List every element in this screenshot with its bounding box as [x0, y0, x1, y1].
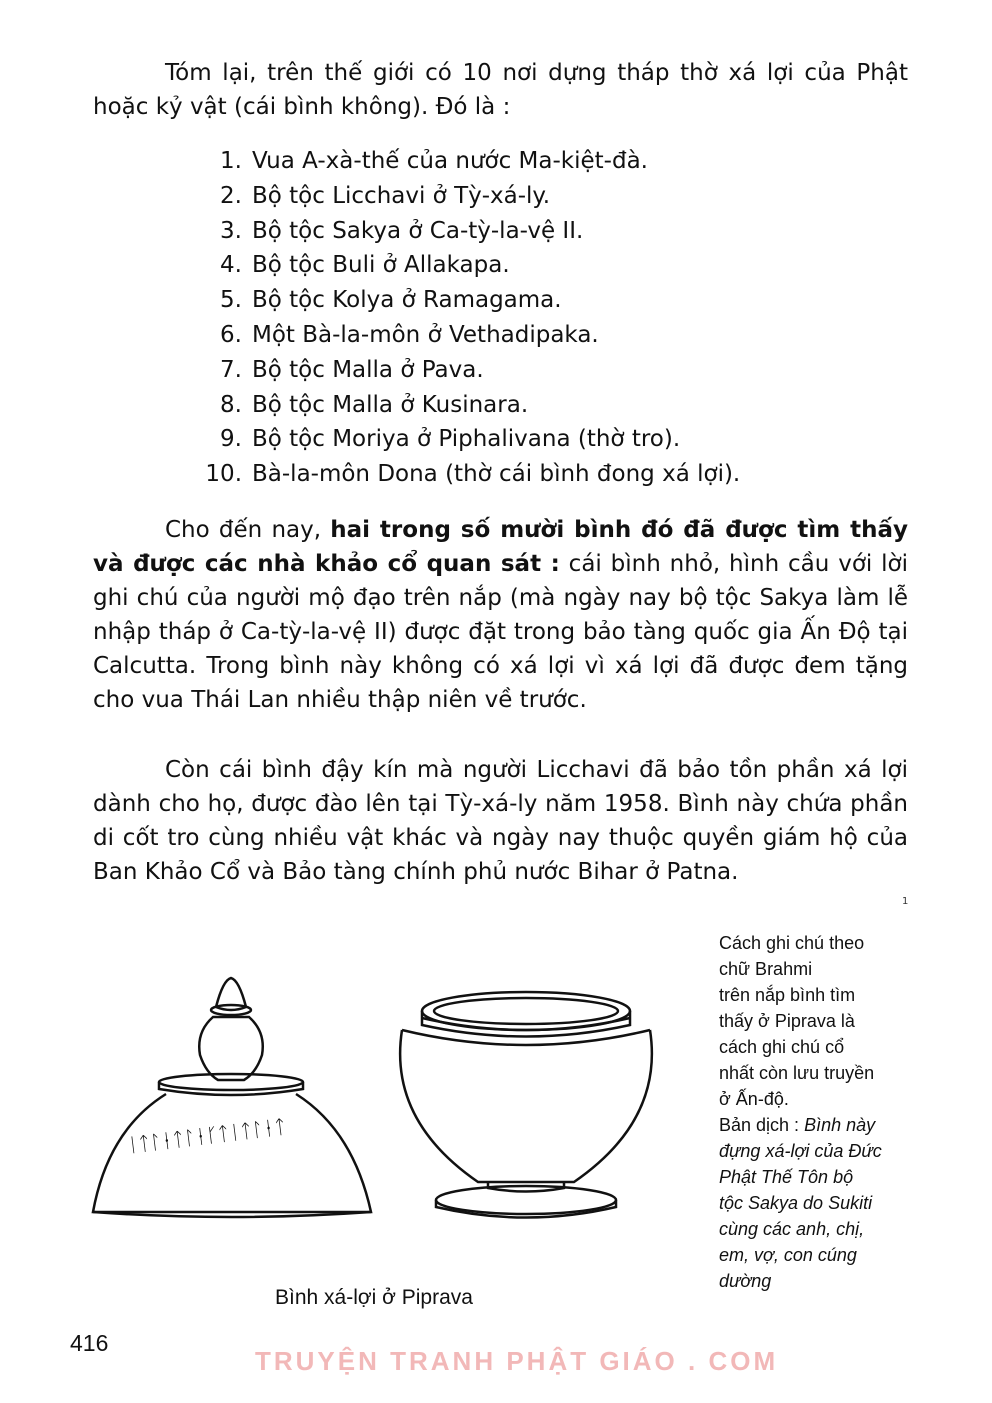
second-paragraph-lead: Cho đến nay,	[165, 517, 331, 543]
side-note-line: nhất còn lưu truyền	[719, 1063, 875, 1083]
list-item-number: 7.	[220, 356, 242, 383]
side-note-line: thấy ở Piprava là	[719, 1011, 855, 1031]
translation-line: dường	[719, 1271, 772, 1291]
side-note-line: trên nắp bình tìm	[719, 985, 856, 1005]
list-item	[190, 248, 890, 283]
side-note-line: ở Ấn-độ.	[719, 1089, 789, 1109]
list-item-text: Bộ tộc Buli ở Allakapa.	[252, 252, 510, 279]
translation-label: Bản dịch :	[719, 1115, 805, 1135]
brahmi-inscription: ᛁᛏᛚᚽᛏᛚᚽᚴᛏᛁᛏᛚᚽᛏ	[125, 1115, 288, 1157]
second-paragraph-rest: cái bình nhỏ, hình cầu với lời ghi chú của người mộ đạo trên nắp (mà ngày nay bộ tộc Sakya làm lễ nhập tháp ở Ca-tỳ-la-vệ II) được đặt trong bảo tàng quốc gia Ấn Độ tại Calcutta. Trong bình này không có xá lợi vì xá lợi đã được đem tặng cho vua Thái Lan nhiều thập niên về trước.	[93, 551, 908, 713]
list-item	[190, 422, 890, 457]
list-item-text: Vua A-xà-thế của nước Ma-kiệt-đà.	[252, 148, 648, 174]
intro-paragraph: Tóm lại, trên thế giới có 10 nơi dựng tháp thờ xá lợi của Phật hoặc kỷ vật (cái bình không). Đó là :	[93, 60, 908, 120]
list-item-number: 2.	[220, 182, 242, 209]
third-paragraph: Còn cái bình đậy kín mà người Licchavi đã bảo tồn phần xá lợi dành cho họ, được đào lên tại Tỳ-xá-ly năm 1958. Bình này chứa phần di cốt tro cùng nhiều vật khác và ngày nay thuộc quyền giám hộ của Ban Khảo Cổ và Bảo tàng chính phủ nước Bihar ở Patna.	[93, 757, 908, 885]
reliquary-jar-drawing	[93, 978, 371, 1217]
list-item	[190, 283, 890, 318]
reliquary-illustration	[88, 960, 708, 1250]
list-item-number: 8.	[220, 391, 242, 418]
list-item-number: 4.	[220, 252, 242, 279]
side-note	[719, 930, 919, 1294]
second-paragraph-bold: hai trong số mười bình đó đã được tìm thấy và được các nhà khảo cổ quan sát :	[93, 517, 908, 577]
list-item	[190, 318, 890, 353]
list-item-text: Bộ tộc Moriya ở Piphalivana (thờ tro).	[252, 426, 681, 453]
translation-line: Phật Thế Tôn bộ	[719, 1167, 854, 1187]
translation-line: tộc Sakya do Sukiti	[719, 1193, 873, 1213]
side-note-line: cách ghi chú cổ	[719, 1037, 845, 1057]
list-item	[190, 457, 890, 492]
translation-text: Bình này	[804, 1115, 876, 1135]
list-item-text: Bộ tộc Malla ở Pava.	[252, 356, 484, 383]
side-note-line: Cách ghi chú theo	[719, 933, 865, 953]
list-item-number: 1.	[220, 148, 242, 174]
list-item-number: 10.	[205, 461, 242, 488]
translation-first-line	[719, 1112, 919, 1138]
translation-line: em, vợ, con cúng	[719, 1245, 857, 1265]
page-number: 416	[70, 1330, 109, 1356]
side-note-line: chữ Brahmi	[719, 959, 813, 979]
footnote-tick: 1	[902, 896, 909, 907]
reliquary-bowl-drawing	[400, 992, 652, 1218]
list-item-text: Bộ tộc Kolya ở Ramagama.	[252, 287, 562, 314]
list-item-text: Bộ tộc Licchavi ở Tỳ-xá-ly.	[252, 182, 551, 209]
list-item-number: 6.	[220, 321, 242, 348]
list-item	[190, 214, 890, 249]
stupa-list	[190, 144, 890, 492]
list-item-text: Bộ tộc Sakya ở Ca-tỳ-la-vệ II.	[252, 217, 584, 244]
list-item-text: Một Bà-la-môn ở Vethadipaka.	[252, 321, 599, 348]
second-paragraph	[93, 513, 908, 717]
list-item	[190, 388, 890, 423]
list-item	[190, 353, 890, 388]
list-item	[190, 144, 890, 179]
figure-caption: Bình xá-lợi ở Piprava	[275, 1286, 473, 1309]
translation-line: đựng xá-lợi của Đức	[719, 1141, 882, 1161]
list-item-text: Bộ tộc Malla ở Kusinara.	[252, 391, 529, 418]
list-item-number: 9.	[220, 426, 242, 453]
translation-line: cùng các anh, chị,	[719, 1219, 865, 1239]
list-item	[190, 179, 890, 214]
list-item-text: Bà-la-môn Dona (thờ cái bình đong xá lợi).	[252, 461, 741, 488]
watermark: TRUYỆN TRANH PHẬT GIÁO . COM	[255, 1346, 779, 1376]
list-item-number: 3.	[220, 217, 242, 244]
list-item-number: 5.	[220, 287, 242, 314]
